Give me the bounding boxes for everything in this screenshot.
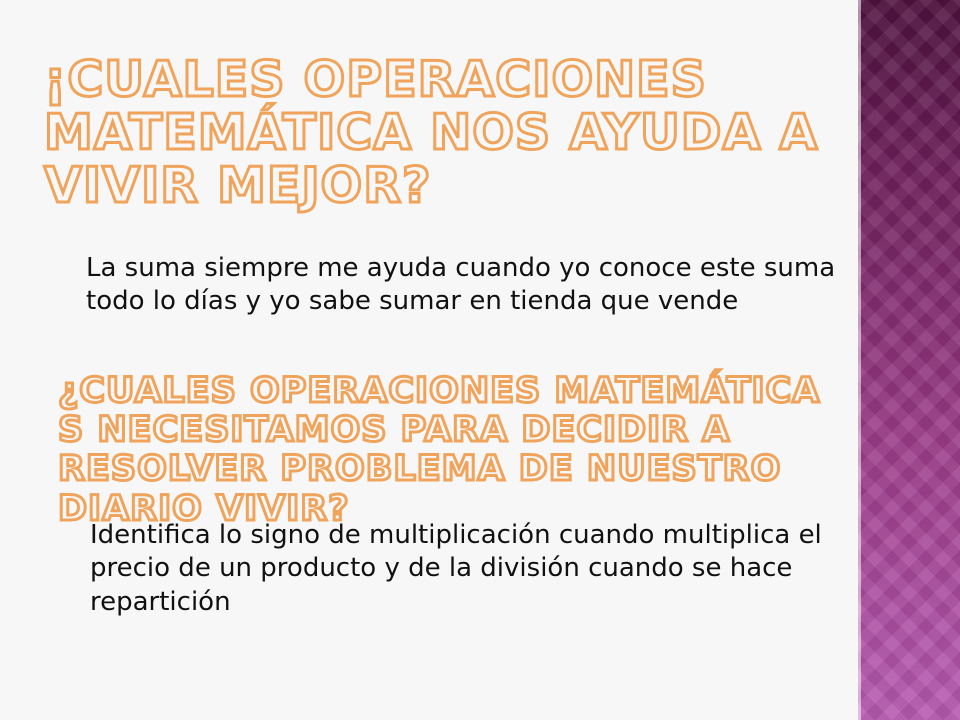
page-title-secondary: ¿CUALES OPERACIONES MATEMÁTICA S NECESITAMOS PARA DECIDIR A RESOLVER PROBLEMA DE NUESTRO DIARIO VIVIR? — [58, 371, 821, 529]
answer-text-secondary: Identifica lo signo de multiplicación cuando multiplica el precio de un producto y de la división cuando se hace repartición — [90, 520, 822, 617]
answer-text-primary: La suma siempre me ayuda cuando yo conoce este suma todo lo días y yo sabe sumar en tienda que vende — [86, 253, 836, 317]
page-title-primary: ¡CUALES OPERACIONES MATEMÁTICA NOS AYUDA A VIVIR MEJOR? — [44, 51, 819, 214]
